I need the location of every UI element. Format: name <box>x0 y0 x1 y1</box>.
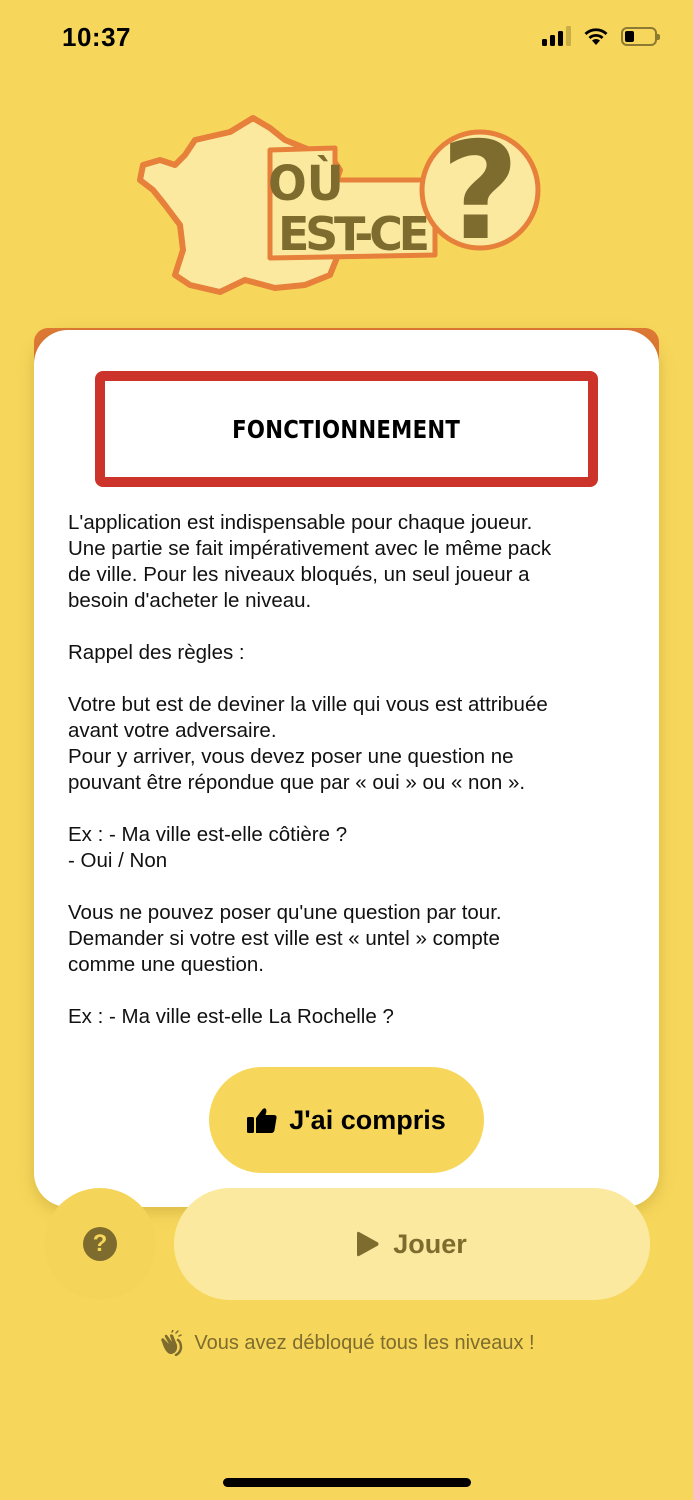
paragraph-example-2: Ex : - Ma ville est-elle La Rochelle ? <box>68 1005 394 1028</box>
modal-body <box>68 510 628 1030</box>
signal-icon <box>542 26 571 46</box>
help-button[interactable] <box>44 1188 156 1300</box>
paragraph-example-1: Ex : - Ma ville est-elle côtière ? - Oui / Non <box>68 823 348 872</box>
status-icons <box>542 26 657 46</box>
modal-title: FONCTIONNEMENT <box>232 414 461 444</box>
thumbs-up-icon <box>247 1107 277 1133</box>
play-icon <box>357 1231 379 1257</box>
question-circle-icon: ? <box>83 1227 117 1261</box>
unlocked-message <box>0 1330 693 1356</box>
unlocked-message-text: Vous avez débloqué tous les niveaux ! <box>194 1331 535 1354</box>
play-button[interactable] <box>174 1188 650 1300</box>
paragraph-intro: L'application est indispensable pour chaque joueur. Une partie se fait impérativement avec le même pack de ville. Pour les niveaux bloqués, un seul joueur a besoin d'acheter le niveau. <box>68 511 552 612</box>
app-logo <box>135 110 545 300</box>
wifi-icon <box>583 26 609 46</box>
rules-modal <box>34 330 659 1207</box>
paragraph-rules-heading: Rappel des règles : <box>68 641 245 664</box>
logo-text-line1: OÙ <box>268 156 344 213</box>
understood-button-label: J'ai compris <box>289 1104 446 1135</box>
understood-button[interactable] <box>209 1067 484 1173</box>
logo-text-line2: EST-CE <box>278 207 430 261</box>
clapping-hands-icon <box>158 1330 184 1356</box>
home-indicator[interactable] <box>223 1478 471 1487</box>
paragraph-goal: Votre but est de deviner la ville qui vous est attribuée avant votre adversaire. Pour y arriver, vous devez poser une question ne pouvant être répondue que par « oui » ou « non ». <box>68 693 548 794</box>
status-bar <box>0 0 693 80</box>
play-button-label: Jouer <box>393 1228 467 1259</box>
status-time: 10:37 <box>62 22 131 52</box>
logo-question-mark: ? <box>440 113 520 270</box>
paragraph-turn-rule: Vous ne pouvez poser qu'une question par tour. Demander si votre est ville est « untel » compte comme une question. <box>68 901 502 976</box>
modal-title-sign <box>95 371 598 487</box>
battery-icon <box>621 27 657 46</box>
